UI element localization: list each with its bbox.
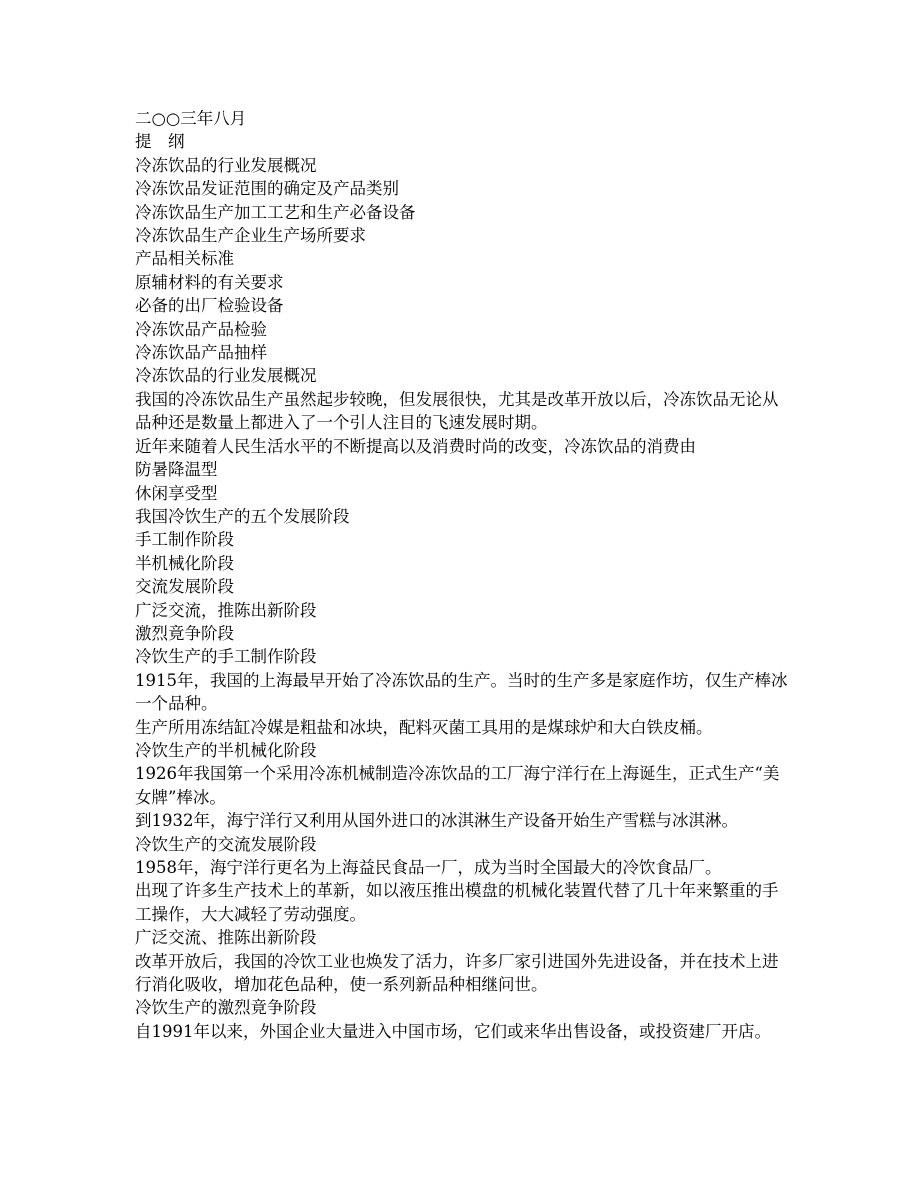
paragraph-1958: 1958年，海宁洋行更名为上海益民食品一厂，成为当时全国最大的冷饮食品厂。: [135, 858, 722, 877]
section-heading-manual-stage: 冷饮生产的手工制作阶段: [135, 647, 317, 667]
section-heading-innovation-stage: 广泛交流、推陈出新阶段: [135, 928, 317, 948]
outline-item-process-equipment: 冷冻饮品生产加工工艺和生产必备设备: [135, 202, 416, 222]
paragraph-1991: 自1991年以来，外国企业大量进入中国市场，它们或来华出售设备，或投资建厂开店。: [135, 1021, 771, 1041]
section-heading-semi-mechanized-stage: 冷饮生产的半机械化阶段: [135, 740, 317, 760]
paragraph-1915: 1915年，我国的上海最早开始了冷冻饮品的生产。当时的生产多是家庭作坊，仅生产棒冰一个品种。: [135, 670, 788, 714]
paragraph-consumption: 近年来随着人民生活水平的不断提高以及消费时尚的改变，冷冻饮品的消费由: [135, 436, 696, 456]
stage-item-manual: 手工制作阶段: [135, 530, 234, 550]
outline-item-standards: 产品相关标准: [135, 249, 234, 269]
outline-item-raw-materials: 原辅材料的有关要求: [135, 272, 284, 292]
date-line: 二○○三年八月: [135, 109, 247, 128]
outline-item-inspection-equipment: 必备的出厂检验设备: [135, 296, 284, 316]
outline-item-product-inspection: 冷冻饮品产品检验: [135, 319, 267, 339]
document-body: [135, 107, 790, 1043]
section-heading-exchange-stage: 冷饮生产的交流发展阶段: [135, 834, 317, 854]
paragraph-reform: 改革开放后，我国的冷饮工业也焕发了活力，许多厂家引进国外先进设备，并在技术上进行消化吸收，增加花色品种，使一系列新品种相继问世。: [135, 951, 779, 995]
paragraph-1932: 到1932年，海宁洋行又利用从国外进口的冰淇淋生产设备开始生产雪糕与冰淇淋。: [135, 811, 738, 831]
outline-item-license-scope: 冷冻饮品发证范围的确定及产品类别: [135, 179, 399, 199]
stage-item-semi-mechanized: 半机械化阶段: [135, 553, 234, 573]
stage-item-competition: 激烈竟争阶段: [135, 623, 234, 643]
paragraph-1926: 1926年我国第一个采用冷冻机械制造冷冻饮品的工厂海宁洋行在上海诞生，正式生产“美女牌”棒冰。: [135, 764, 780, 807]
outline-heading: 提 纲: [135, 132, 185, 152]
paragraph-development: 我国的冷冻饮品生产虽然起步较晚，但发展很快，尤其是改革开放以后，冷冻饮品无论从品种还是数量上都进入了一个引人注目的飞速发展时期。: [135, 389, 779, 433]
section-heading-industry-overview: 冷冻饮品的行业发展概况: [135, 366, 317, 386]
section-heading-competition-stage: 冷饮生产的激烈竟争阶段: [135, 998, 317, 1018]
outline-item-industry-overview: 冷冻饮品的行业发展概况: [135, 155, 317, 175]
outline-item-facility-requirements: 冷冻饮品生产企业生产场所要求: [135, 226, 366, 246]
stage-item-exchange: 交流发展阶段: [135, 577, 234, 597]
outline-item-product-sampling: 冷冻饮品产品抽样: [135, 343, 267, 363]
paragraph-manual-tools: 生产所用冻结缸冷媒是粗盐和冰块，配料灭菌工具用的是煤球炉和大白铁皮桶。: [135, 717, 713, 737]
paragraph-innovations: 出现了许多生产技术上的革新，如以液压推出模盘的机械化装置代替了几十年来繁重的手工操作，大大减轻了劳动强度。: [135, 881, 779, 924]
section-heading-five-stages: 我国冷饮生产的五个发展阶段: [135, 506, 350, 526]
consumption-type-cooling: 防暑降温型: [135, 460, 218, 480]
stage-item-innovation: 广泛交流，推陈出新阶段: [135, 600, 317, 620]
consumption-type-leisure: 休闲享受型: [135, 483, 218, 503]
